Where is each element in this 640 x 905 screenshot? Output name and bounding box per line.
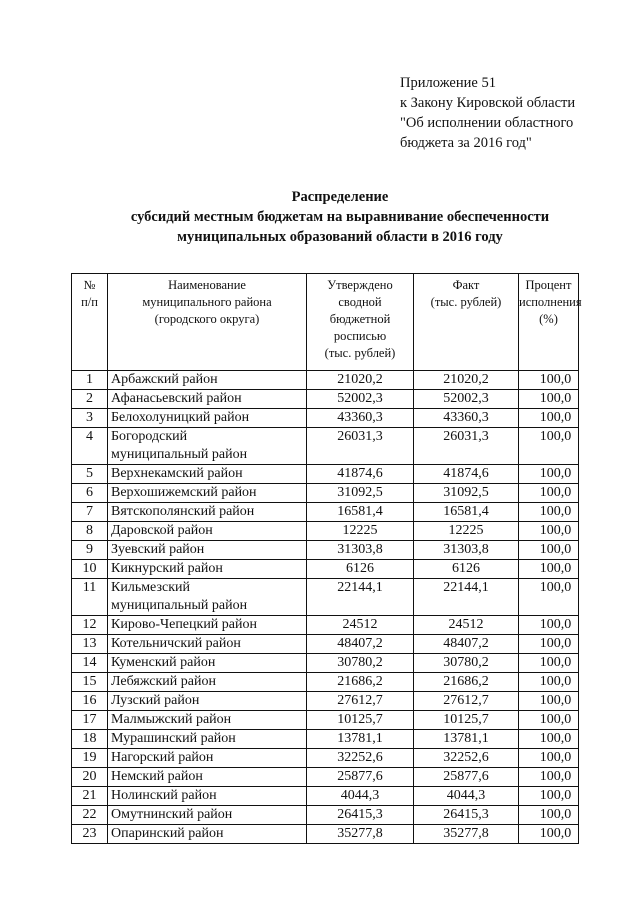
district-name-line: Верхнекамский район [111,466,243,481]
district-name [108,503,307,522]
row-number: 9 [72,541,108,560]
table-row [72,503,579,522]
district-name [108,768,307,787]
percent-value: 100,0 [539,391,572,406]
execution-percent [519,730,579,749]
approved-amount: 4044,3 [307,787,414,806]
percent-value: 100,0 [539,750,572,765]
district-name [108,654,307,673]
execution-percent [519,806,579,825]
district-name-line: Мурашинский район [111,731,236,746]
fact-amount: 21686,2 [414,673,519,692]
execution-percent [519,711,579,730]
execution-percent [519,428,579,465]
percent-value: 100,0 [539,712,572,727]
header-line: п/п [81,295,98,309]
district-name [108,560,307,579]
percent-value: 100,0 [539,580,572,595]
district-name [108,579,307,616]
district-name [108,806,307,825]
fact-amount: 6126 [414,560,519,579]
execution-percent [519,635,579,654]
header-line: бюджетной [329,312,391,326]
table-row [72,484,579,503]
percent-value: 100,0 [539,655,572,670]
header-line: исполнения [519,295,582,309]
table-row [72,371,579,390]
district-name [108,616,307,635]
percent-value: 100,0 [539,561,572,576]
table-row [72,711,579,730]
header-line: № [83,278,96,292]
approved-amount: 24512 [307,616,414,635]
district-name-line: Немский район [111,769,203,784]
table-row [72,541,579,560]
district-name-line: муниципальный район [111,447,248,462]
district-name [108,465,307,484]
approved-amount: 35277,8 [307,825,414,844]
table-row [72,673,579,692]
percent-value: 100,0 [539,674,572,689]
table-row [72,787,579,806]
district-name [108,371,307,390]
district-name-line: Кикнурский район [111,561,223,576]
table-row [72,654,579,673]
district-name-line: Даровской район [111,523,213,538]
row-number: 21 [72,787,108,806]
district-name [108,825,307,844]
execution-percent [519,541,579,560]
district-name [108,692,307,711]
approved-amount: 6126 [307,560,414,579]
district-name-line: Омутнинский район [111,807,233,822]
row-number: 6 [72,484,108,503]
fact-amount: 48407,2 [414,635,519,654]
appendix-line: бюджета за 2016 год" [400,135,532,151]
execution-percent [519,616,579,635]
table-row [72,730,579,749]
district-name [108,749,307,768]
district-name-line: Опаринский район [111,826,224,841]
row-number: 14 [72,654,108,673]
district-name [108,484,307,503]
header-line: Процент [525,278,572,292]
percent-value: 100,0 [539,542,572,557]
district-name-line: Кирово-Чепецкий район [111,617,258,632]
district-name [108,522,307,541]
table-row [72,825,579,844]
execution-percent [519,390,579,409]
appendix-line: Приложение 51 [400,75,496,91]
table-row [72,465,579,484]
title-line: муниципальных образований области в 2016 году [177,229,503,245]
row-number: 2 [72,390,108,409]
approved-amount: 41874,6 [307,465,414,484]
district-name [108,541,307,560]
header-line: (тыс. рублей) [324,346,396,360]
execution-percent [519,579,579,616]
district-name [108,635,307,654]
district-name-line: Зуевский район [111,542,205,557]
execution-percent [519,371,579,390]
district-name-line: Малмыжский район [111,712,232,727]
fact-amount: 43360,3 [414,409,519,428]
execution-percent [519,465,579,484]
row-number: 1 [72,371,108,390]
execution-percent [519,692,579,711]
title-line: субсидий местным бюджетам на выравнивание обеспеченности [130,209,550,225]
district-name-line: Верхошижемский район [111,485,257,500]
header-line: Утверждено [327,278,393,292]
row-number: 11 [72,579,108,616]
row-number: 20 [72,768,108,787]
fact-amount: 13781,1 [414,730,519,749]
appendix-reference [400,73,630,153]
appendix-line: к Закону Кировской области [400,95,576,111]
fact-amount: 35277,8 [414,825,519,844]
district-name-line: Нолинский район [111,788,217,803]
table-row [72,560,579,579]
header-line: (%) [539,312,558,326]
percent-value: 100,0 [539,429,572,444]
fact-amount: 27612,7 [414,692,519,711]
header-percent [519,274,582,371]
district-name-line: Куменский район [111,655,216,670]
table-header-row [72,274,579,371]
fact-amount: 16581,4 [414,503,519,522]
fact-amount: 32252,6 [414,749,519,768]
row-number: 17 [72,711,108,730]
execution-percent [519,484,579,503]
row-number: 12 [72,616,108,635]
approved-amount: 43360,3 [307,409,414,428]
district-name [108,673,307,692]
execution-percent [519,768,579,787]
row-number: 5 [72,465,108,484]
district-name-line: Богородский [111,429,188,444]
approved-amount: 12225 [307,522,414,541]
table-row [72,579,579,616]
approved-amount: 27612,7 [307,692,414,711]
fact-amount: 25877,6 [414,768,519,787]
fact-amount: 22144,1 [414,579,519,616]
row-number: 10 [72,560,108,579]
row-number: 13 [72,635,108,654]
approved-amount: 30780,2 [307,654,414,673]
table-row [72,409,579,428]
district-name [108,390,307,409]
row-number: 15 [72,673,108,692]
row-number: 8 [72,522,108,541]
district-name-line: Белохолуницкий район [111,410,250,425]
fact-amount: 10125,7 [414,711,519,730]
table-row [72,522,579,541]
execution-percent [519,654,579,673]
approved-amount: 31303,8 [307,541,414,560]
fact-amount: 24512 [414,616,519,635]
document-title [40,187,640,247]
approved-amount: 13781,1 [307,730,414,749]
subsidy-table [71,273,582,844]
percent-value: 100,0 [539,466,572,481]
fact-amount: 21020,2 [414,371,519,390]
row-number: 23 [72,825,108,844]
row-number: 3 [72,409,108,428]
header-line: (тыс. рублей) [430,295,502,309]
district-name-line: Лузский район [111,693,200,708]
fact-amount: 41874,6 [414,465,519,484]
execution-percent [519,522,579,541]
district-name-line: Вятскополянский район [111,504,255,519]
row-number: 4 [72,428,108,465]
approved-amount: 22144,1 [307,579,414,616]
percent-value: 100,0 [539,410,572,425]
district-name-line: Котельничский район [111,636,241,651]
district-name [108,428,307,465]
header-line: росписью [333,329,387,343]
district-name-line: Арбажский район [111,372,218,387]
district-name [108,711,307,730]
district-name-line: Лебяжский район [111,674,216,689]
percent-value: 100,0 [539,769,572,784]
percent-value: 100,0 [539,731,572,746]
execution-percent [519,673,579,692]
percent-value: 100,0 [539,807,572,822]
header-line: Факт [452,278,480,292]
table-body [72,371,579,844]
approved-amount: 32252,6 [307,749,414,768]
execution-percent [519,825,579,844]
fact-amount: 52002,3 [414,390,519,409]
table-row [72,806,579,825]
district-name-line: Нагорский район [111,750,214,765]
execution-percent [519,409,579,428]
approved-amount: 52002,3 [307,390,414,409]
approved-amount: 21020,2 [307,371,414,390]
percent-value: 100,0 [539,372,572,387]
row-number: 16 [72,692,108,711]
fact-amount: 30780,2 [414,654,519,673]
approved-amount: 48407,2 [307,635,414,654]
execution-percent [519,503,579,522]
fact-amount: 26031,3 [414,428,519,465]
fact-amount: 31092,5 [414,484,519,503]
header-num [72,274,108,371]
approved-amount: 10125,7 [307,711,414,730]
district-name [108,730,307,749]
header-fact [414,274,519,371]
table-row [72,635,579,654]
district-name [108,787,307,806]
header-line: Наименование [168,278,246,292]
header-line: (городского округа) [154,312,260,326]
district-name-line: муниципальный район [111,598,248,613]
approved-amount: 26031,3 [307,428,414,465]
approved-amount: 16581,4 [307,503,414,522]
fact-amount: 31303,8 [414,541,519,560]
approved-amount: 25877,6 [307,768,414,787]
row-number: 19 [72,749,108,768]
row-number: 7 [72,503,108,522]
fact-amount: 12225 [414,522,519,541]
percent-value: 100,0 [539,504,572,519]
execution-percent [519,560,579,579]
table-row [72,749,579,768]
percent-value: 100,0 [539,788,572,803]
district-name-line: Афанасьевский район [111,391,242,406]
execution-percent [519,749,579,768]
approved-amount: 21686,2 [307,673,414,692]
percent-value: 100,0 [539,826,572,841]
district-name [108,409,307,428]
header-approved [307,274,414,371]
table-row [72,390,579,409]
table-row [72,768,579,787]
appendix-line: "Об исполнении областного [400,115,574,131]
row-number: 18 [72,730,108,749]
percent-value: 100,0 [539,523,572,538]
execution-percent [519,787,579,806]
district-name-line: Кильмезский [111,580,190,595]
table-row [72,692,579,711]
percent-value: 100,0 [539,693,572,708]
percent-value: 100,0 [539,636,572,651]
percent-value: 100,0 [539,617,572,632]
table-row [72,616,579,635]
header-line: муниципального района [142,295,272,309]
percent-value: 100,0 [539,485,572,500]
header-name [108,274,307,371]
table-row [72,428,579,465]
approved-amount: 31092,5 [307,484,414,503]
row-number: 22 [72,806,108,825]
header-line: сводной [338,295,382,309]
fact-amount: 26415,3 [414,806,519,825]
approved-amount: 26415,3 [307,806,414,825]
title-line: Распределение [291,189,389,205]
fact-amount: 4044,3 [414,787,519,806]
